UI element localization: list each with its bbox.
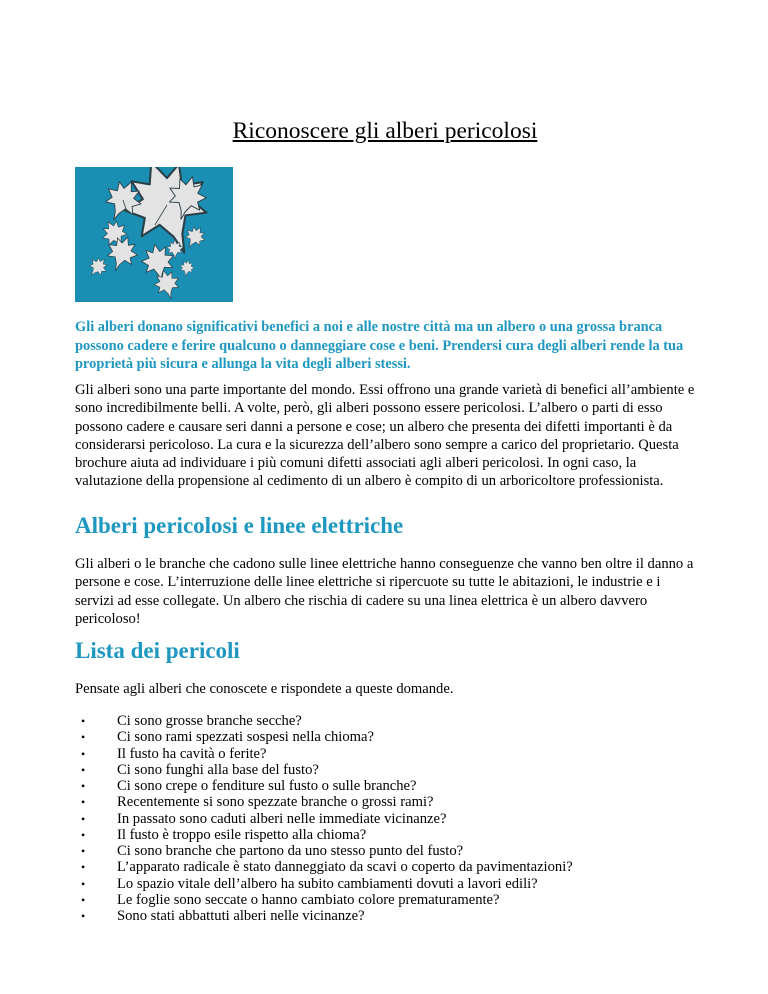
- bullet-icon: •: [81, 714, 86, 728]
- list-item: [75, 746, 695, 762]
- list-item-text: Ci sono branche che partono da uno stesso punto del fusto?: [117, 843, 464, 859]
- list-item-text: Ci sono crepe o fenditure sul fusto o sulle branche?: [117, 778, 417, 794]
- list-item: [75, 843, 695, 859]
- list-item: [75, 876, 695, 892]
- bullet-icon: •: [81, 762, 86, 777]
- list-item: [75, 729, 695, 745]
- list-item-text: Recentemente si sono spezzate branche o grossi rami?: [117, 794, 434, 811]
- list-item-text: In passato sono caduti alberi nelle immediate vicinanze?: [117, 810, 447, 827]
- bullet-icon: •: [81, 811, 86, 826]
- hazard-checklist: [75, 713, 695, 924]
- list-item-text: Ci sono grosse branche secche?: [117, 713, 302, 729]
- bullet-icon: •: [81, 730, 86, 745]
- list-item-text: L’apparato radicale è stato danneggiato da scavi o coperto da pavimentazioni?: [117, 859, 573, 876]
- list-item-text: Ci sono rami spezzati sospesi nella chioma?: [117, 729, 374, 746]
- list-item: [75, 794, 695, 810]
- section-heading-hazard-list: Lista dei pericoli: [75, 638, 240, 663]
- bullet-icon: •: [81, 876, 86, 891]
- list-item: [75, 908, 695, 924]
- bullet-icon: •: [81, 779, 86, 793]
- list-item-text: Il fusto ha cavità o ferite?: [117, 745, 267, 762]
- list-item: [75, 778, 695, 794]
- bullet-icon: •: [81, 844, 86, 858]
- list-item-text: Sono stati abbattuti alberi nelle vicinanze?: [117, 908, 365, 924]
- bullet-icon: •: [81, 746, 86, 761]
- list-item-text: Lo spazio vitale dell’albero ha subito cambiamenti dovuti a lavori edili?: [117, 875, 538, 892]
- list-item: [75, 762, 695, 778]
- maple-leaves-illustration: [75, 167, 233, 302]
- page-title: Riconoscere gli alberi pericolosi: [232, 118, 538, 144]
- section-heading-power-lines: Alberi pericolosi e linee elettriche: [75, 513, 404, 538]
- list-item: [75, 827, 695, 843]
- list-item-text: Ci sono funghi alla base del fusto?: [117, 761, 319, 778]
- list-item: [75, 892, 695, 908]
- hazard-list-intro: Pensate agli alberi che conoscete e rispondete a queste domande.: [75, 681, 454, 697]
- bullet-icon: •: [81, 860, 86, 875]
- bullet-icon: •: [81, 827, 86, 842]
- list-item: [75, 859, 695, 875]
- power-lines-paragraph: Gli alberi o le branche che cadono sulle linee elettriche hanno conseguenze che vanno ben oltre il danno a persone e cose. L’interruzione delle linee elettriche si ripercuote su tutte le abitazioni, le industrie e i servizi ad esse collegate. Un albero che rischia di cadere su una linea elettrica è un albero davvero pericoloso!: [75, 556, 694, 627]
- bullet-icon: •: [81, 909, 86, 923]
- body-paragraph: Gli alberi sono una parte importante del mondo. Essi offrono una grande varietà di benefici all’ambiente e sono incredibilmente belli. A volte, però, gli alberi possono essere pericolosi. L’albero o parti di esso possono cadere e causare seri danni a persone e cose; un albero che presenta dei difetti importanti è da considerarsi pericoloso. La cura e la sicurezza dell’albero sono sempre a carico del proprietario. Questa brochure aiuta ad individuare i più comuni difetti associati agli alberi pericolosi. In ogni caso, la valutazione della propensione al cedimento di un albero è compito di un arboricoltore professionista.: [75, 382, 695, 490]
- list-item: [75, 811, 695, 827]
- list-item-text: Il fusto è troppo esile rispetto alla chioma?: [117, 826, 367, 843]
- intro-paragraph: Gli alberi donano significativi benefici a noi e alle nostre città ma un albero o una grossa branca possono cadere e ferire qualcuno o danneggiare cose e beni. Prendersi cura degli alberi rende la tua proprietà più sicura e allunga la vita degli alberi stessi.: [75, 319, 684, 372]
- list-item: [75, 713, 695, 729]
- bullet-icon: •: [81, 795, 86, 810]
- bullet-icon: •: [81, 892, 86, 907]
- list-item-text: Le foglie sono seccate o hanno cambiato colore prematuramente?: [117, 891, 500, 908]
